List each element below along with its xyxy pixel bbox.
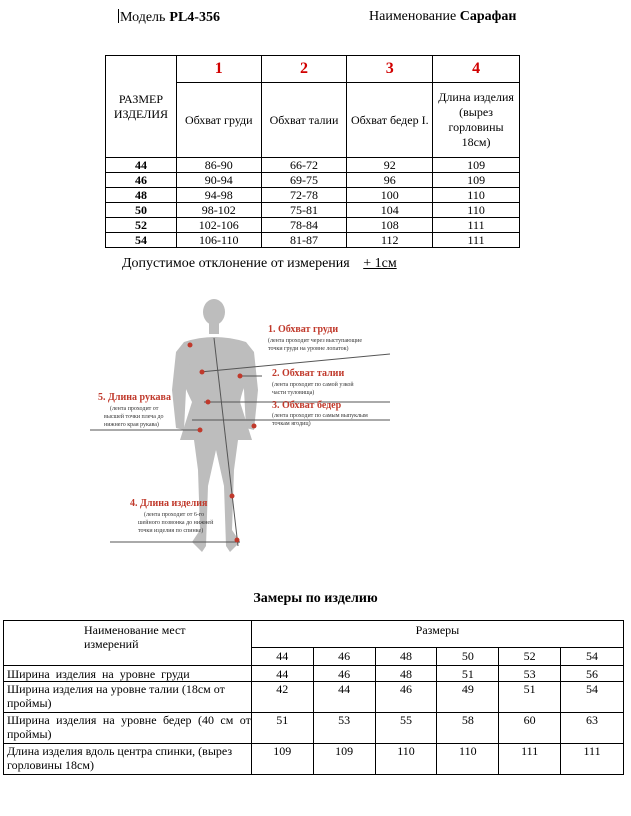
product-name-line bbox=[369, 9, 516, 25]
callout-bust bbox=[268, 324, 362, 352]
size-cell: 44 bbox=[251, 647, 313, 665]
value-cell: 111 bbox=[561, 744, 624, 775]
place-header-text: Наименование мест измерений bbox=[84, 623, 186, 651]
table-row bbox=[4, 666, 624, 682]
value-cell: 48 bbox=[375, 666, 437, 682]
value-cell: 56 bbox=[561, 666, 624, 682]
callout-5-note: высшей точки плеча до bbox=[104, 414, 164, 420]
col-number-1: 1 bbox=[176, 56, 261, 83]
size-cell: 52 bbox=[106, 218, 177, 233]
col-caption-waist: Обхват талии bbox=[261, 83, 347, 158]
table-row bbox=[4, 713, 624, 744]
value-cell: 49 bbox=[437, 682, 499, 713]
callout-5-title: 5. Длина рукава bbox=[98, 392, 171, 403]
length-cell: 109 bbox=[433, 173, 520, 188]
size-cell: 50 bbox=[106, 203, 177, 218]
size-table-header-row bbox=[106, 56, 520, 83]
waist-cell: 81-87 bbox=[261, 233, 347, 248]
callout-1-title: 1. Обхват груди bbox=[268, 324, 339, 335]
length-cell: 111 bbox=[433, 218, 520, 233]
waist-cell: 78-84 bbox=[261, 218, 347, 233]
waist-cell: 66-72 bbox=[261, 158, 347, 173]
callout-length bbox=[130, 498, 214, 534]
value-cell: 58 bbox=[437, 713, 499, 744]
model-line bbox=[118, 9, 220, 26]
hips-cell: 112 bbox=[347, 233, 433, 248]
callout-waist bbox=[272, 368, 354, 396]
col-number-2: 2 bbox=[261, 56, 347, 83]
callout-3-note: (лента проходит по самым выпуклым bbox=[272, 413, 368, 419]
sizes-header-cell: Размеры bbox=[251, 621, 623, 648]
waist-cell: 75-81 bbox=[261, 203, 347, 218]
table-row bbox=[106, 173, 520, 188]
model-code: PL4-356 bbox=[169, 10, 220, 25]
callout-2-note: части туловища) bbox=[272, 390, 315, 396]
col-caption-length: Длина изделия (вырез горловины 18см) bbox=[433, 83, 520, 158]
bust-cell: 94-98 bbox=[176, 188, 261, 203]
hips-cell: 108 bbox=[347, 218, 433, 233]
value-cell: 109 bbox=[313, 744, 375, 775]
bust-cell: 106-110 bbox=[176, 233, 261, 248]
value-cell: 111 bbox=[499, 744, 561, 775]
col-number-4: 4 bbox=[433, 56, 520, 83]
value-cell: 51 bbox=[251, 713, 313, 744]
size-cell: 48 bbox=[375, 647, 437, 665]
tolerance-text: Допустимое отклонение от измерения bbox=[122, 256, 350, 271]
callout-1-note: (лента проходит через выступающие bbox=[268, 338, 362, 344]
callout-2-title: 2. Обхват талии bbox=[272, 368, 345, 379]
value-cell: 53 bbox=[499, 666, 561, 682]
value-cell: 51 bbox=[437, 666, 499, 682]
size-cell: 44 bbox=[106, 158, 177, 173]
table-row bbox=[4, 682, 624, 713]
value-cell: 44 bbox=[251, 666, 313, 682]
row-label: Длина изделия вдоль центра спинки, (вырез горловины 18см) bbox=[4, 744, 252, 775]
waist-cell: 69-75 bbox=[261, 173, 347, 188]
tolerance-note bbox=[122, 256, 397, 272]
row-label: Ширина изделия на уровне талии (18см от проймы) bbox=[4, 682, 252, 713]
size-table bbox=[105, 55, 520, 248]
size-header-text: РАЗМЕР ИЗДЕЛИЯ bbox=[113, 91, 169, 121]
document-header bbox=[0, 9, 631, 29]
hips-cell: 92 bbox=[347, 158, 433, 173]
length-cell: 111 bbox=[433, 233, 520, 248]
value-cell: 110 bbox=[375, 744, 437, 775]
size-cell: 46 bbox=[106, 173, 177, 188]
length-cell: 110 bbox=[433, 203, 520, 218]
table-row bbox=[106, 158, 520, 173]
row-label: Ширина изделия на уровне груди bbox=[4, 666, 252, 682]
product-name-value: Сарафан bbox=[459, 9, 517, 24]
callout-3-note: точкам ягодиц) bbox=[272, 421, 311, 427]
size-cell: 46 bbox=[313, 647, 375, 665]
measurement-diagram bbox=[80, 290, 420, 575]
size-cell: 52 bbox=[499, 647, 561, 665]
length-cell: 110 bbox=[433, 188, 520, 203]
model-label: Модель bbox=[120, 10, 166, 25]
table-row bbox=[106, 233, 520, 248]
callout-3-title: 3. Обхват бедер bbox=[272, 400, 342, 411]
callout-4-title: 4. Длина изделия bbox=[130, 498, 208, 509]
tolerance-value: + 1см bbox=[363, 256, 397, 271]
size-cell: 54 bbox=[561, 647, 624, 665]
callout-5-note: нижнего края рукава) bbox=[104, 422, 159, 428]
bust-cell: 98-102 bbox=[176, 203, 261, 218]
waist-cell: 72-78 bbox=[261, 188, 347, 203]
value-cell: 109 bbox=[251, 744, 313, 775]
table-row bbox=[106, 218, 520, 233]
table-row bbox=[106, 203, 520, 218]
value-cell: 51 bbox=[499, 682, 561, 713]
size-cell: 48 bbox=[106, 188, 177, 203]
hips-cell: 96 bbox=[347, 173, 433, 188]
bust-cell: 102-106 bbox=[176, 218, 261, 233]
measurements-table bbox=[3, 620, 624, 775]
place-header-cell bbox=[4, 621, 252, 666]
callout-5-note: (лента проходит от bbox=[110, 406, 159, 412]
callout-2-note: (лента проходит по самой узкой bbox=[272, 382, 354, 388]
row-label: Ширина изделия на уровне бедер (40 см от проймы) bbox=[4, 713, 252, 744]
value-cell: 60 bbox=[499, 713, 561, 744]
measurements-title: Замеры по изделию bbox=[253, 591, 378, 606]
value-cell: 53 bbox=[313, 713, 375, 744]
value-cell: 63 bbox=[561, 713, 624, 744]
callout-4-note: (лента проходит от 6-го bbox=[144, 512, 205, 518]
value-cell: 44 bbox=[313, 682, 375, 713]
hips-cell: 104 bbox=[347, 203, 433, 218]
length-cell: 109 bbox=[433, 158, 520, 173]
value-cell: 42 bbox=[251, 682, 313, 713]
measurements-header-row bbox=[4, 621, 624, 648]
callout-hips bbox=[272, 400, 368, 427]
hips-cell: 100 bbox=[347, 188, 433, 203]
table-row bbox=[4, 744, 624, 775]
col-caption-bust: Обхват груди bbox=[176, 83, 261, 158]
size-cell: 50 bbox=[437, 647, 499, 665]
value-cell: 110 bbox=[437, 744, 499, 775]
value-cell: 54 bbox=[561, 682, 624, 713]
callout-sleeve bbox=[98, 392, 171, 428]
bust-cell: 86-90 bbox=[176, 158, 261, 173]
size-cell: 54 bbox=[106, 233, 177, 248]
value-cell: 46 bbox=[313, 666, 375, 682]
table-row bbox=[106, 188, 520, 203]
value-cell: 46 bbox=[375, 682, 437, 713]
size-header-cell bbox=[106, 56, 177, 158]
col-caption-hips: Обхват бедер I. bbox=[347, 83, 433, 158]
col-number-3: 3 bbox=[347, 56, 433, 83]
callout-1-note: точки груди на уровне лопаток) bbox=[268, 346, 349, 352]
value-cell: 55 bbox=[375, 713, 437, 744]
bust-cell: 90-94 bbox=[176, 173, 261, 188]
text-cursor bbox=[118, 9, 119, 23]
product-name-label: Наименование bbox=[369, 9, 457, 24]
callout-4-note: шейного позвонка до нижней bbox=[138, 520, 214, 526]
callout-4-note: точки изделия по спинке) bbox=[138, 528, 204, 534]
